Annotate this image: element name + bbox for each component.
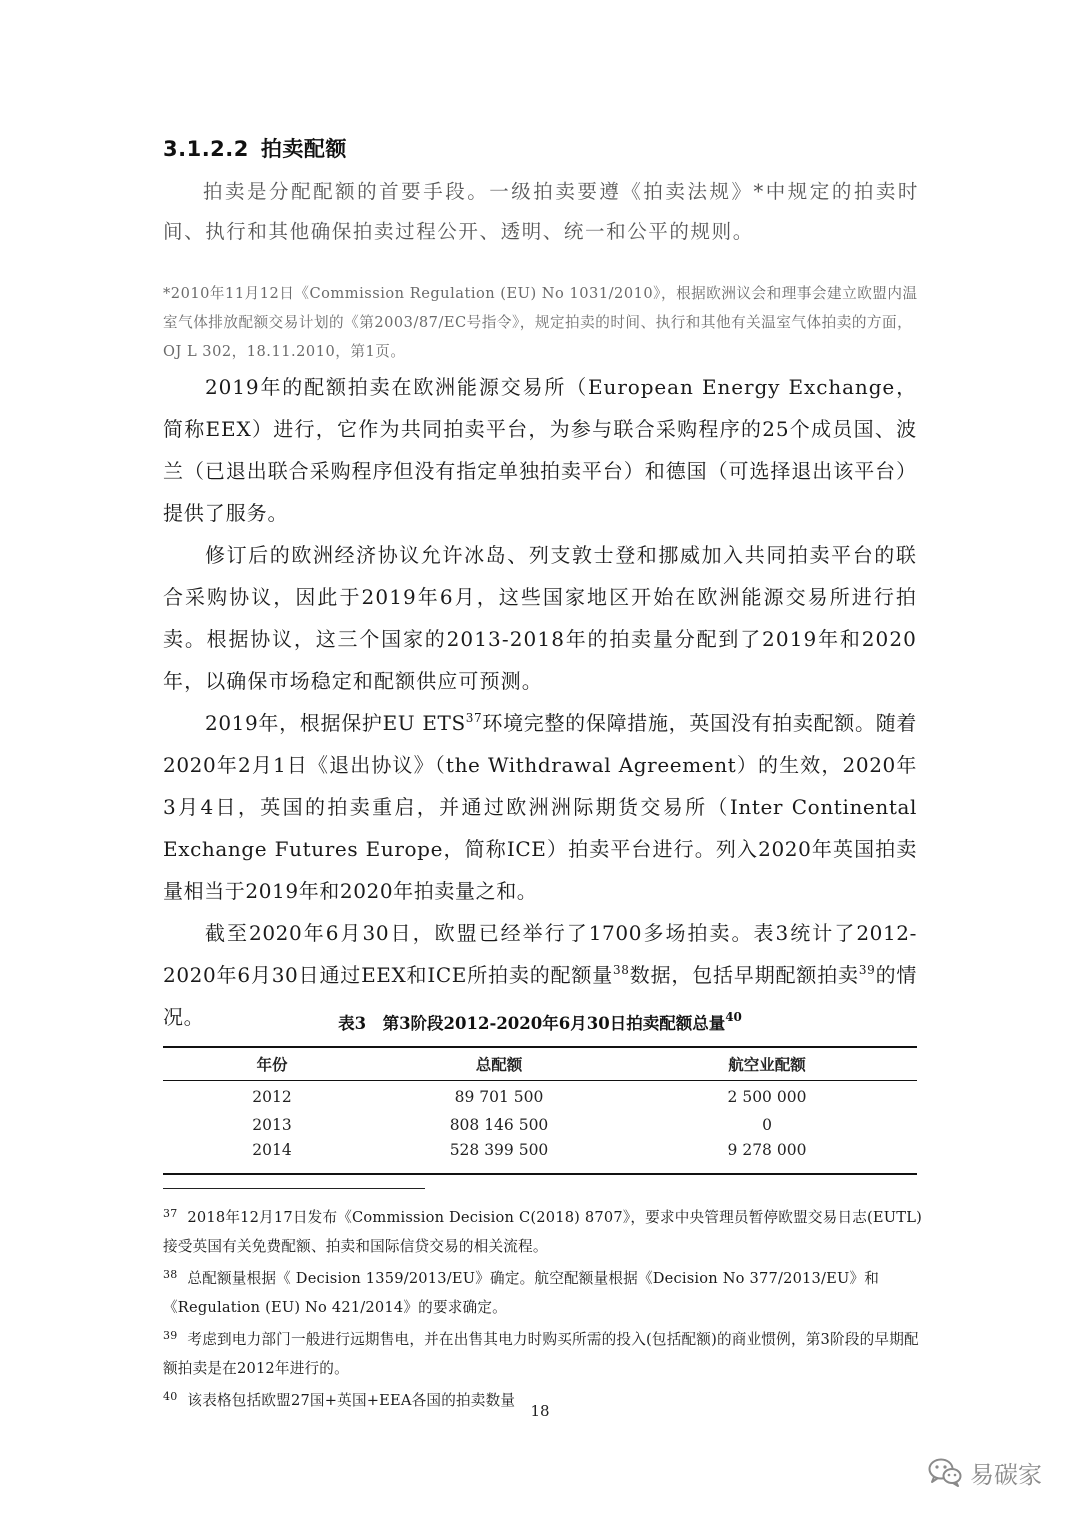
footnote-text: 总配额量根据《 Decision 1359/2013/EU》确定。航空配额量根据《Decision No 377/2013/EU》和《Regulation (EU) No 421/2014》的要求确定。 — [163, 1270, 880, 1316]
body-text — [163, 366, 917, 1038]
cell-aviation: 0 — [762, 1116, 772, 1134]
paragraph-summary-part-2: 数据，包括早期配额拍卖 — [629, 963, 859, 987]
table-row — [163, 1111, 917, 1139]
footnotes — [163, 1200, 923, 1416]
cell-total: 808 146 500 — [449, 1116, 549, 1134]
cell-aviation: 2 500 000 — [727, 1088, 807, 1106]
table-caption — [163, 1010, 917, 1034]
cell-year: 2014 — [163, 1139, 381, 1174]
footnote-number: 40 — [163, 1390, 178, 1403]
wechat-icon — [928, 1457, 962, 1487]
footnote-38 — [163, 1261, 923, 1322]
footnote-ref-38[interactable]: 38 — [613, 963, 630, 977]
footnote-number: 37 — [163, 1207, 178, 1220]
footnote-text: 该表格包括欧盟27国+英国+EEA各国的拍卖数量 — [187, 1392, 516, 1409]
section-title: 拍卖配额 — [260, 137, 347, 161]
footnote-number: 38 — [163, 1268, 178, 1281]
cell-year: 2013 — [252, 1116, 292, 1134]
cell-year: 2012 — [252, 1088, 292, 1106]
footnote-ref-37[interactable]: 37 — [465, 711, 483, 725]
table-caption-text: 表3 第3阶段2012-2020年6月30日拍卖配额总量 — [338, 1014, 726, 1033]
table-row — [163, 1139, 917, 1174]
header-year: 年份 — [163, 1047, 381, 1081]
footnote-text: 考虑到电力部门一般进行远期售电，并在出售其电力时购买所需的投入(包括配额)的商业惯例，第3阶段的早期配额拍卖是在2012年进行的。 — [163, 1331, 919, 1377]
paragraph-uk-part-2: 环境完整的保障措施，英国没有拍卖配额。随着2020年2月1日《退出协议》（the Withdrawal Agreement）的生效，2020年3月4日，英国的拍卖重启，并通过欧洲洲际期货交易所（Inter Continental Exchange Futures Europe，简称ICE）拍卖平台进行。列入2020年英国拍卖量相当于2019年和2020年拍卖量之和。 — [163, 711, 918, 903]
footnote-ref-39[interactable]: 39 — [858, 963, 876, 977]
asterisk-note: *2010年11月12日《Commission Regulation (EU) No 1031/2010》，根据欧洲议会和理事会建立欧盟内温室气体排放配额交易计划的《第2003/87/EC号指令》，规定拍卖的时间、执行和其他有关温室气体拍卖的方面，OJ L 302，18.11.2010，第1页。 — [163, 285, 918, 360]
paragraph-summary-part-1: 截至2020年6月30日，欧盟已经举行了1700多场拍卖。表3统计了2012-2020年6月30日通过EEX和ICE所拍卖的配额量 — [163, 921, 917, 987]
watermark — [928, 1452, 1042, 1492]
cell-total: 528 399 500 — [381, 1139, 617, 1174]
paragraph-eex: 2019年的配额拍卖在欧洲能源交易所（European Energy Exchange，简称EEX）进行，它作为共同拍卖平台，为参与联合采购程序的25个成员国、波兰（已退出联合采购程序但没有指定单独拍卖平台）和德国（可选择退出该平台）提供了服务。 — [163, 375, 917, 525]
auction-table — [163, 1046, 917, 1175]
table-header-row — [163, 1047, 917, 1081]
header-total: 总配额 — [381, 1047, 617, 1081]
footnote-39 — [163, 1322, 923, 1383]
section-heading — [163, 133, 347, 163]
footnote-number: 39 — [163, 1329, 178, 1342]
paragraph-eea: 修订后的欧洲经济协议允许冰岛、列支敦士登和挪威加入共同拍卖平台的联合采购协议，因此于2019年6月，这些国家地区开始在欧洲能源交易所进行拍卖。根据协议，这三个国家的2013-2018年的拍卖量分配到了2019年和2020年，以确保市场稳定和配额供应可预测。 — [163, 543, 917, 693]
table-row — [163, 1081, 917, 1112]
paragraph-uk — [163, 702, 917, 912]
footnote-divider — [163, 1188, 425, 1189]
intro-paragraph: 拍卖是分配配额的首要手段。一级拍卖要遵《拍卖法规》*中规定的拍卖时间、执行和其他确保拍卖过程公开、透明、统一和公平的规则。 — [163, 180, 919, 243]
footnote-ref-40[interactable]: 40 — [725, 1010, 742, 1024]
paragraph-summary-part-3: 的情况。 — [163, 963, 917, 1029]
cell-aviation: 9 278 000 — [617, 1139, 917, 1174]
page-number: 18 — [530, 1402, 550, 1420]
watermark-text: 易碳家 — [970, 1460, 1042, 1489]
paragraph-uk-part-1: 2019年，根据保护EU ETS — [205, 711, 466, 735]
header-aviation: 航空业配额 — [617, 1047, 917, 1081]
section-number: 3.1.2.2 — [163, 137, 249, 161]
footnote-37 — [163, 1200, 923, 1261]
footnote-text: 2018年12月17日发布《Commission Decision C(2018) 8707》，要求中央管理员暂停欧盟交易日志(EUTL)接受英国有关免费配额、拍卖和国际信贷交易的相关流程。 — [163, 1209, 923, 1255]
cell-total: 89 701 500 — [454, 1088, 544, 1106]
